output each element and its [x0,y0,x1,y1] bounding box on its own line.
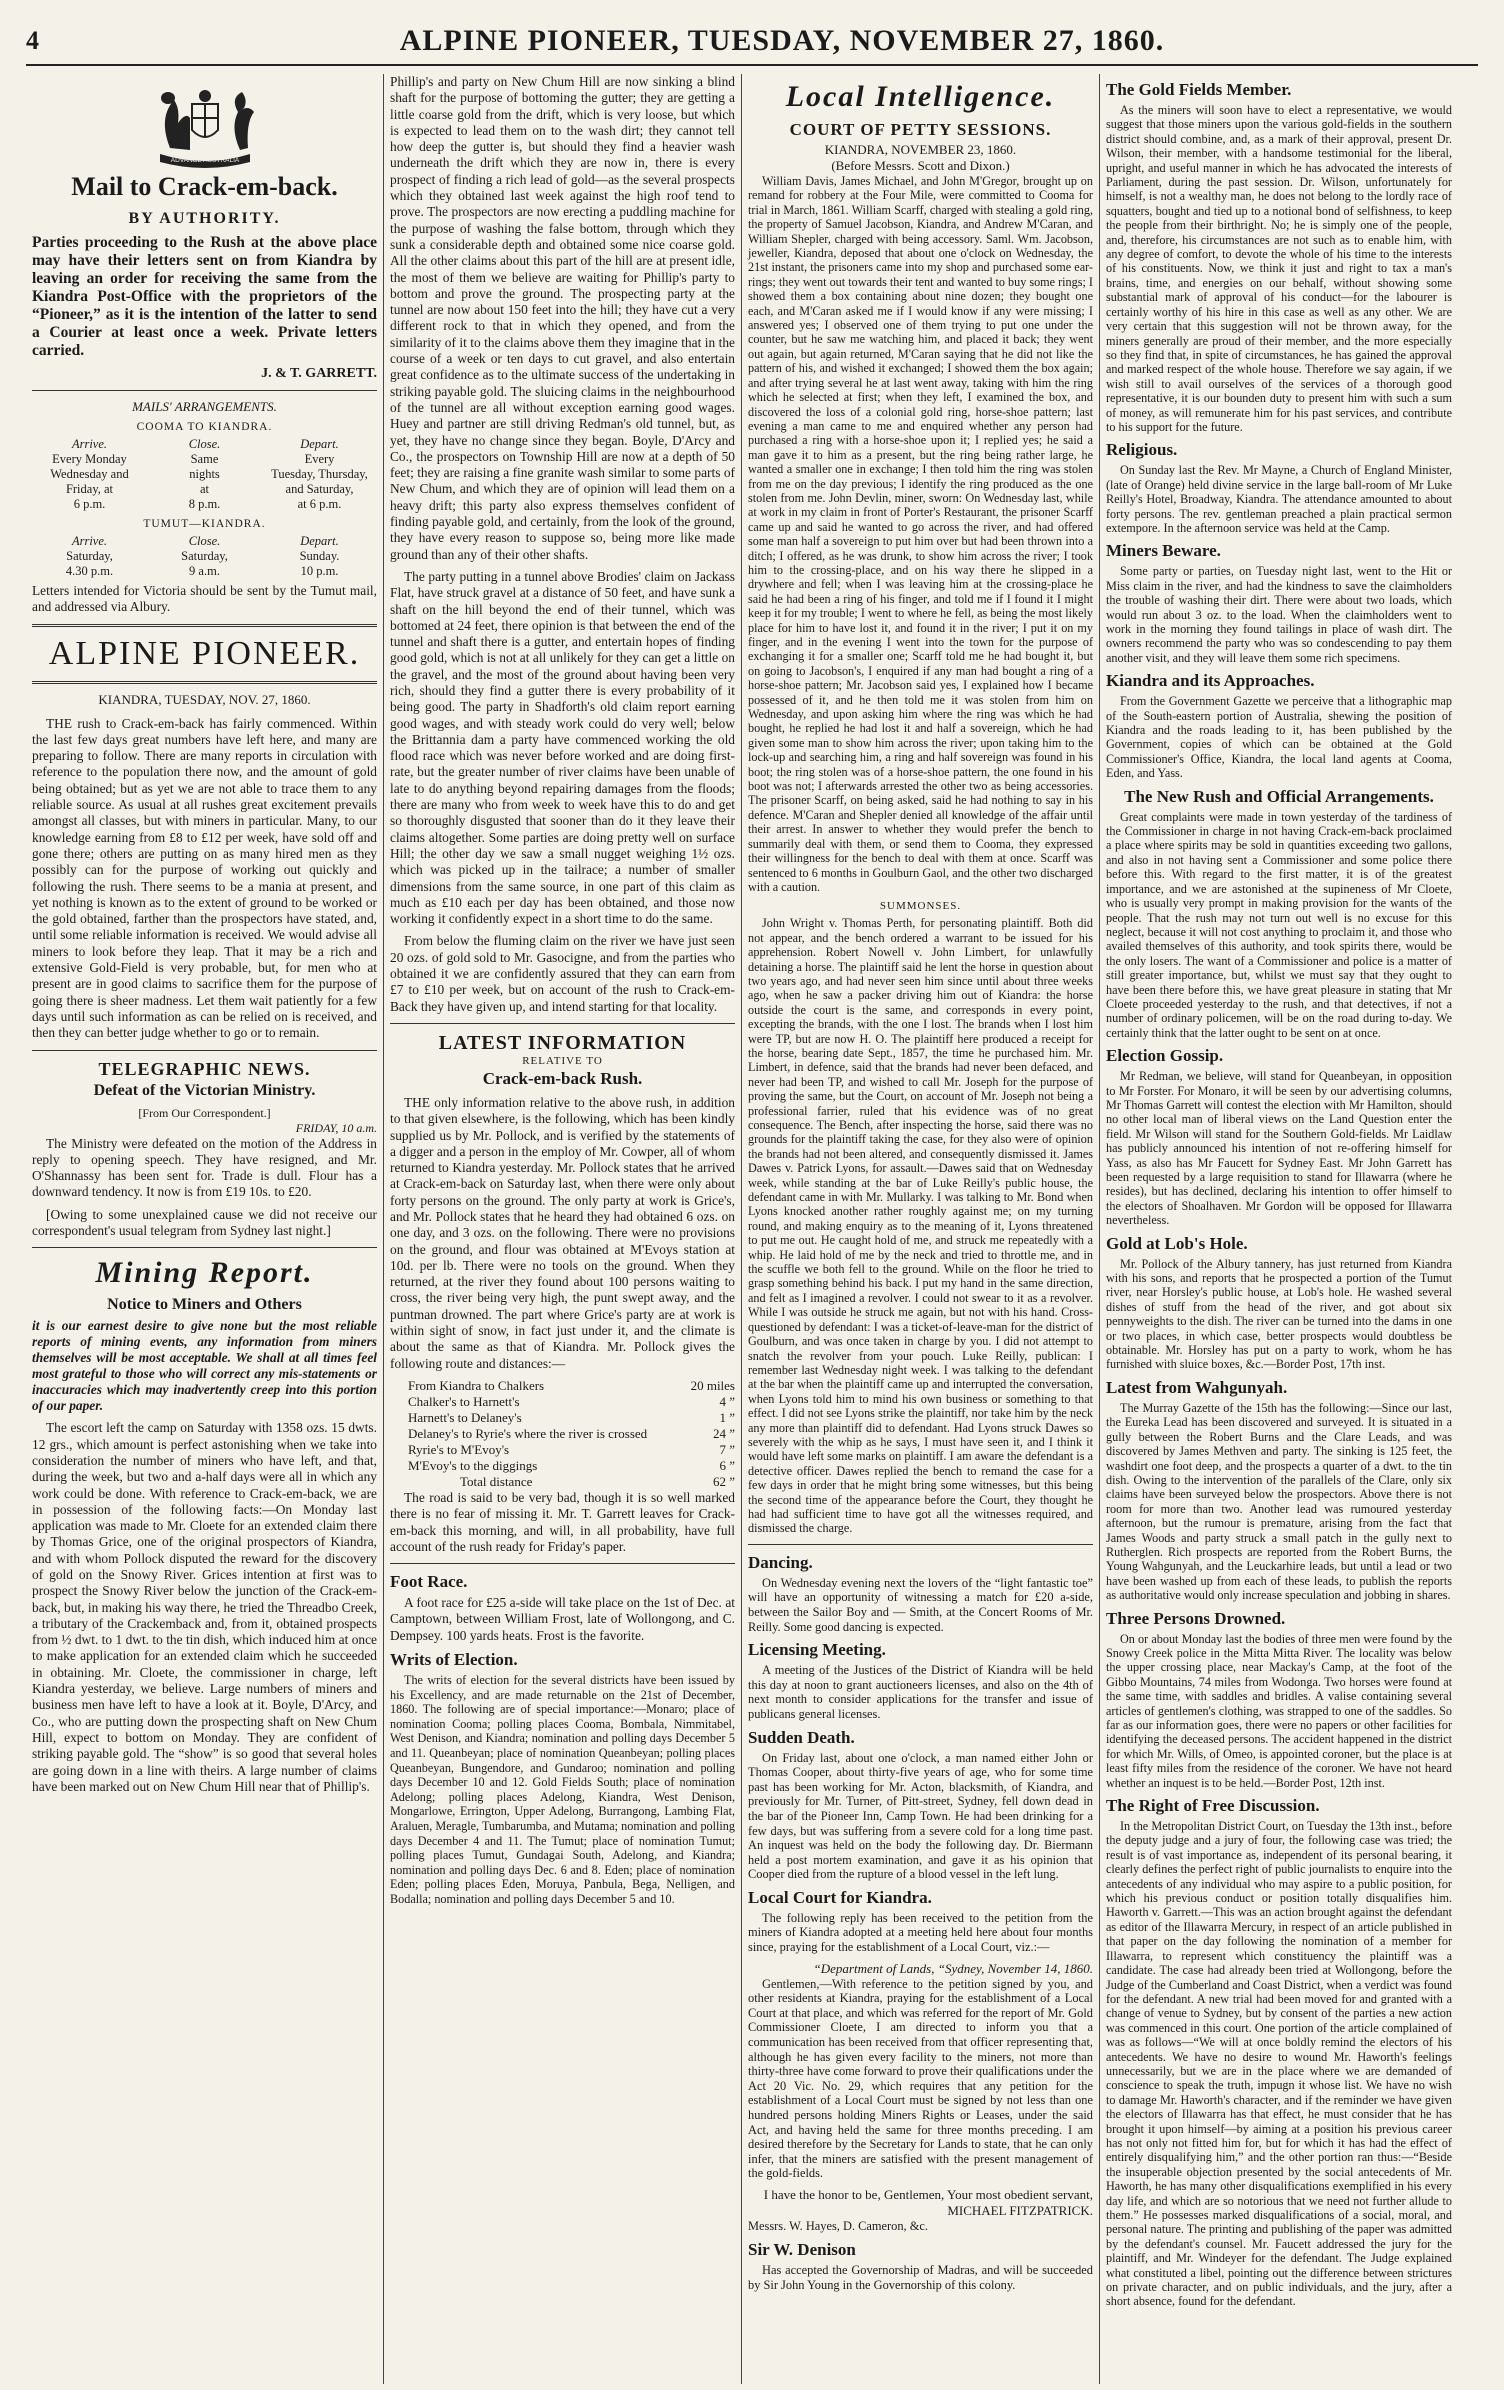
mining-continued-2: The party putting in a tunnel above Brodies' claim on Jackass Flat, have struck gravel at a distance of 50 feet, and have sunk a shaft on the hill beyond the end of their tunnel, which was bottomed at 24 feet, there opinion is that between the end of the tunnel and shaft there is a gutter, and entertain hopes of finding good gold, which is not at all unlikely for they can get a little on the gravel, and the most of the ground about having been very rich, should they find a gutter there is every probability of it being good. The party in Shadforth's old claim report earning good wages, and with steady work could do very well; below the Brittannia dam a party have commenced working the old flood race which was never before worked and are doing first-rate, but the greater number of river claims have been unable of late to do anything beyond repairing damages from the floods; there are many who from week to week have this to do and get so thoroughly disgusted that sooner than do it they leave their claims altogether. Some parties are doing pretty well on surface Hill; the other day we saw a small nugget weighing 1½ ozs. which was picked up in the tailrace; a number of smaller dimensions from the same source, in one part of this claim as much as £10 each per day has been obtained, and those now working it confidently expect in a short time to do the same. [390,568,735,927]
local-intelligence-title: Local Intelligence. [785,80,1056,113]
route-1-table: Arrive. Close. Depart. Every Monday Same Every Wednesday and nights Tuesday, Thursday, Friday, at at and Saturday, 6 p.m. 8 p.m. at 6 p.m. [50,437,368,511]
distance-row: M'Evoy's to the diggings 6 ” [408,1457,735,1473]
dateline: KIANDRA, TUESDAY, NOV. 27, 1860. [98,691,311,707]
page-number: 4 [26,26,39,55]
letter-body: Gentlemen,—With reference to the petition signed by you, and other residents at Kiandra, praying for the establishment of a Local Court at that place, and which was referred for the report of Mr. Gold Commissioner Cloete, I am directed to inform you that a communication has been received from that officer representing that, although he has given every facility to the miners, not more than thirty-three have come forward to prove their qualifications under the Act 20 Vic. No. 29, which requires that any petition for the establishment of a Local Court must be signed by not less than one hundred persons holding Miners Rights or Leases, under the said Act, and having held the same for three months preceding. I am desired therefore by the Secretary for Lands to state, that he can only infer, that the miners are satisfied with the present management of the gold-fields. [748,1976,1093,2181]
summonses-body: John Wright v. Thomas Perth, for personating plaintiff. Both did not appear, and the bench ordered a warrant to be issued for his apprehension. Robert Nowell v. John Limbert, for unlawfully detaining a horse. The plaintiff said he lent the horse in question about two years ago, and had never seen him since until about three weeks ago, when he saw a packer driving him out of Kiandra: the horse outside the court is the same, and corresponds in every point, excepting the brands, with the one I lost. The brands when I lost him were TP, but are now H. O. The plaintiff here produced a receipt for the horse, bearing date Sept., 1857, the time he purchased him. Mr. Limbert, in defence, said that the brands had never been defaced, and never had been TP, and wished to call Mr. Joseph for the purpose of proving the same, but the Court, on account of Mr. Joseph not being a professional farrier, ruled that his evidence was of no great consequence. The Bench, after inspecting the horse, said there was no grounds for the plaintiff taking the case, for they also were of opinion the brands had not been altered, and consequently dismissed it. James Dawes v. Patrick Lyons, for assault.—Dawes said that on Wednesday week, while standing at the bar of Luke Reilly's public house, the defendant came in with Mr. Mullarky. I was talking to Mr. Bond when Lyons knocked another rather roughly against me; on my turning round, and making enquiry as to the meaning of it, Lyons threatened to put me out. He caught hold of me, and struck me repeatedly with a whip. He laid hold of me by the neck and tried to throttle me, and in the scuffle we both fell to the ground. While on the floor he tried to grasp something behind his back. I put my hand in the same direction, and felt as I imagined a revolver. I could not swear to it as a revolver. While I was outside he struck me again, but not with his hand. Cross-questioned by defendant: I was a ticket-of-leave-man for the district of Goulburn, and was once taken in charge by you. I did not attempt to snatch the revolver from your pouch. Luke Reilly, publican: I remember last Wednesday night week. I was talking to the defendant at the bar when the plaintiff came up and interrupted the conversation, when Lyons told him to mind his own business or something to that effect. I did not see Lyons strike the plaintiff, nor take him by the neck any more than plaintiff did to defendant. Had Lyons struck Dawes so severely with the whip as he says, I must have seen it, and I think it would have left some marks on plaintiff. I am aware the defendant is a detective officer. Dawes replied the bench to remand the case for a few days in order that he might bring some witnesses, but this being the second time of the appearance before the Court, they thought he had had sufficient time to have got all the witnesses required, and dismissed the charge. [748,916,1093,1536]
crest-motto: ADVANCE AUSTRALIA [170,157,239,164]
wahgunyah-title: Latest from Wahgunyah. [1106,1377,1288,1397]
approaches: From the Government Gazette we perceive that a lithographic map of the South-eastern portion of Australia, shewing the position of Kiandra and the roads leading to it, has been published by the Government, copies of which can be obtained at the Gold Commissioner's Office, Kiandra, the local land agents at Cooma, Eden, and Yass. [1106,694,1452,781]
mail-title: Mail to Crack-em-back. [71,172,338,201]
telegraphic-subheading: Defeat of the Victorian Ministry. [93,1081,316,1099]
column-2 [384,74,742,2384]
distance-row: Chalker's to Harnett's 4 ” [408,1393,735,1409]
religious-title: Religious. [1106,440,1178,460]
tele-time: FRIDAY, 10 a.m. [295,1120,377,1135]
letters-note: Letters intended for Victoria should be sent by the Tumut mail, and addressed via Albury. [32,583,377,615]
denison-title: Sir W. Denison [748,2239,856,2259]
masthead [26,18,1478,66]
lobs-hole: Mr. Pollock of the Albury tannery, has just returned from Kiandra with his sons, and reports that he prospected a portion of the Tumut river, near Horsley's public house, at Lob's hole. He washed several dishes of stuff from the head of the river, and got about six pennyweights to the dish. The river can be turned into the dams in one or two places, in which case, better prospects would doubtless be obtainable. Mr. Horsley has put on a party to work, whom he has furnished with sluice boxes, &c.—Border Post, 17th inst. [1106,1256,1452,1372]
dancing-title: Dancing. [748,1552,813,1572]
mining-continued-3: From below the fluming claim on the river we have just seen 20 ozs. of gold sold to Mr. Gasocigne, and from the parties who obtained it we are confidently assured that they can earn from £7 to £10 per week, but on account of the rush to Crack-em-Back they have given up, and intend starting for that locality. [390,933,735,1014]
drowned: On or about Monday last the bodies of three men were found by the Snowy Creek police in the Mitta Mitta River. The locality was below the upper crossing place, near Mackay's Camp, at the foot of the Gibbo Mountains, 74 miles from Wodonga. Two horses were found at the same time, with saddles and bridles. A valise containing several articles of gentlemen's clothing, was strapped to one of the saddles. So far as our information goes, there were no papers or other facilities for identifying the deceased persons. The accident happened in the district for which Mr. Wills, of Omeo, is appointed coroner, but the place is at least fifty miles from the residence of the coroner. We have not heard whether an inquest is to be held.—Border Post, 12th inst. [1106,1631,1452,1790]
distance-table [390,1378,735,1490]
approaches-title: Kiandra and its Approaches. [1106,671,1315,691]
coat-of-arms-icon [130,78,280,168]
gold-fields: As the miners will soon have to elect a representative, we would suggest that those miners upon the various gold-fields in the southern district should combine, and, as a mark of their approval, present Dr. Wilson, their member, with a handsome testimonial for the liberal, upright, and useful manner in which he has advocated the interests of Parliament, during the past session. Dr. Wilson, unfortunately for himself, is not a wealthy man, he does not belong to the lordly race of squatters, bought and tied up to a notional bond of selfishness, to keep the people from their birthright. No; he is simply one of the people, and, therefore, his circumstances are not such as to enable him, with any degree of comfort, to devote the whole of his time to the interests of his constituents. Now, we think it just and right to tax a man's brains, time, and energies on our behalf, without showing some substantial mark of approval of his conduct—for the labourer is certainly worthy of his hire in this case as well as any other. We are very certain that this suggestion will not be thrown away, for the miners generally are proud of their member, and the more especially so they find that, in spite of circumstances, he has gained the approval and marked respect of the whole house. Therefore we say again, if we wish still to avail ourselves of the services of a thorough good representative, it is our bounden duty to present him with such a sum of money, as will remunerate him for his past services, and contribute to his support for the future. [1106,103,1452,434]
local-court: The following reply has been received to the petition from the miners of Kiandra adopted at a meeting held here about four months since, praying for the establishment of a Local Court, viz.:— [748,1910,1093,1955]
free-discussion: In the Metropolitan District Court, on Tuesday the 13th inst., before the deputy judge and a jury of four, the following case was tried; the result is of vast importance as, independent of its personal bearing, it clearly defines the perfect right of public journalists to enquire into the antecedents of any individual who may aspire to a public position, for which his previous conduct or position totally disqualifies him. Haworth v. Garrett.—This was an action brought against the defendant as editor of the Illawarra Mercury, in respect of an article published in that paper on the day following the nomination of a member for Illawarra, to represent which constituency the plaintiff was a candidate. The case had already been tried at Wollongong, before the Judge of the Cumberland and Coast District, when a verdict was found for the defendant. A new trial had been moved for and granted with a change of venue to Sydney, but by consent of the parties a new action was commenced in this court. One portion of the article complained of was as follows—“We will at once boldly remind the electors of his antecedents. We have no desire to wound Mr. Haworth's feelings unnecessarily, but we are in the place where we are demanded of conscience to speak the truth, impugn it whose list. We have no wish to damage Mr. Haworth's character, and if the reminder we have given the electors of Illawarra has that effect, he must consider that he has brought it upon himself—by aiming at a position his previous career has not only not fitted him for, but for which it has had the effect of entirely disqualifying him,” and the other portion ran thus:—“Beside the insuperable objection presented by the social antecedents of Mr. Haworth, he has many other disqualifications exemplified in his every day life, and which are so notorious that we need not further allude to them.” He possesses marked disqualifications of a social, moral, and personal nature. The printing and publishing of the paper was admitted by the defendant's counsel. Mr. Faucett addressed the jury for the plaintiff, and Mr. Windeyer for the defendant. The Judge explained what constituted a libel, pointing out the difference between strictures on private character, and on public individuals, and the jury, after a short absence, found for the defendant. [1106,1819,1452,2309]
new-rush-title: The New Rush and Official Arrangements. [1124,786,1434,806]
column-1 [26,74,384,2384]
dancing: On Wednesday evening next the lovers of the “light fantastic toe” will have an opportunity of witnessing a match for £20 a-side, between the Sailor Boy and — Smith, at the Concert Rooms of Mr. Reilly. Some good dancing is expected. [748,1575,1093,1634]
paper-title: ALPINE PIONEER. [48,634,361,672]
mining-report-title: Mining Report. [95,1256,314,1290]
wahgunyah: The Murray Gazette of the 15th has the following:—Since our last, the Eureka Lead has been discovered and surveyed. It is situated in a gully between the Robert Burns and the Clare Leads, and was discovered by James Methven and party. The sinking is 125 feet, the washdirt one foot deep, and the prospects a quarter of a dwt. to the tin dish. Owing to the intervention of the parallels of the Clare, only six claims have been surveyed below the prospectors. Above there is not room for more than two. Another lead was rumoured yesterday afternoon, but the rumour is premature, arising from the fact that James Woods and party struck a small patch in the gully next to Rutherglen. Rich prospects are reported from the Robert Burns, the Young Wahgunyah, and the Leuckarhire leads, but until a lead or two have been washed up from each of these leads, to publish the reports as authoritative would only increase speculation and jobbing in shares. [1106,1400,1452,1603]
tele-note: [Owing to some unexplained cause we did not receive our correspondent's usual telegram from Sydney last night.] [32,1206,377,1239]
writs: The writs of election for the several districts have been issued by his Excellency, and are made returnable on the 21st of December, 1860. The following are of special importance:—Monaro; place of nomination Cooma; polling places Cooma, Bombala, Nimmitabel, West Denison, and Kiandra; nomination and polling days December 5 and 11. Queanbeyan; place of nomination Queanbeyan; polling places Queanbeyan, Bungendore, and Gundaroo; nomination and polling days December 10 and 12. Gold Fields South; place of nomination Adelong; polling places Adelong, Kiandra, West Denison, Mongarlowe, Errington, Upper Adelong, Burrangong, Lambing Flat, Araluen, Meragle, Tumbarumba, and Mutama; nomination and polling days December 4 and 11. The Tumut; place of nomination Tumut; polling places Tumut, Gundagai South, Adelong, and Kiandra; nomination and polling days Dec. 6 and 8. Eden; place of nomination Eden; polling places Eden, Moruya, Panbula, Bega, Nelligen, and Bodalla; nomination and polling days December 5 and 10. [390,1673,735,1906]
election: Mr Redman, we believe, will stand for Queanbeyan, in opposition to Mr Forster. For Monaro, it will be seen by our advertising columns, Mr Thomas Garrett will contest the election with Mr Hamilton, should no other local man of liberal views on the Land Question enter the field. Mr Wilson will stand for the Southern Gold-fields. Mr Laidlaw has publicly announced his intention of not re-offering himself for Yass, as also has Mr Faucett for Sydney East. Mr John Garrett has been requested by a large requisition to stand for Illawarra (where he resides), but has declined, declaring his intention to offer himself to the electors of Shoalhaven. Mr Gordon will be opposed for Illawarra nevertheless. [1106,1069,1452,1228]
telegraphic-heading: TELEGRAPHIC NEWS. [98,1058,311,1079]
miners-beware: Some party or parties, on Tuesday night last, went to the Hit or Miss claim in the river, and had the kindness to save the claimholders the trouble of washing their dirt. There were about two loads, which would run about 3 oz. to the load. When the claimholders went to work in the morning they found tailings in place of wash dirt. The owners recommend the party who was so condescending to pay them another visit, and they will leave them some rich specimens. [1106,564,1452,665]
religious: On Sunday last the Rev. Mr Mayne, a Church of England Minister, (late of Orange) held divine service in the large ball-room of Mr Luke Reilly's Hotel, Broadway, Kiandra. The attendance amounted to about forty persons. The rev. gentleman preached a plain practical sermon extempore. In the afternoon service was held at the Camp. [1106,463,1452,535]
distance-row: Delaney's to Ryrie's where the river is crossed 24 ” [408,1425,735,1441]
gold-fields-title: The Gold Fields Member. [1106,80,1292,99]
local-court-title: Local Court for Kiandra. [748,1887,932,1907]
sudden-death-title: Sudden Death. [748,1727,855,1747]
foot-race-title: Foot Race. [390,1572,468,1592]
route-1-heading: COOMA TO KIANDRA. [136,421,273,433]
letter-to: Messrs. W. Hayes, D. Cameron, &c. [748,2218,928,2233]
licensing-title: Licensing Meeting. [748,1640,886,1660]
mining-report-body: The escort left the camp on Saturday with 1358 ozs. 15 dwts. 12 grs., which amount is perfect astonishing when we take into consideration the number of miners who have left, and that, during the week, but two and a-half days were all in which any work could be done. With reference to Crack-em-back, we are in possession of the following facts:—On Monday last application was made to Mr. Cloete for an extended claim there by Thomas Grice, one of the original prospectors of Kiandra, and with whom Pollock disputed the reward for the discovery of gold on the Snowy River. Grices intention at first was to prospect the Snowy River below the junction of the Crack-em-back, but, in making his way there, he tried the Threadbo Creek, a tributary of the Crackemback and, from it, obtained prospects from ½ dwt. to 1 dwt. to the tin dish, which induced him at once to make application for an extended claim which he succeeded in obtaining. Mr. Cloete, the commissioner in charge, left Kiandra yesterday, we believe. Large numbers of miners and business men have left to have a look at it. Boyle, D'Arcy, and Co., who are putting down the prospecting shaft on New Chum Hill, expect to bottom on Monday. They are confident of striking payable gold. The “show” is so good that several holes are going down in a line with theirs. A large number of claims have been marked out on New Chum Hill near that of Phillip's. [32,1420,377,1794]
court-body: William Davis, James Michael, and John M'Gregor, brought up on remand for robbery at the Four Mile, were committed to Cooma for trial in March, 1861. William Scarff, charged with stealing a gold ring, the property of Samuel Jacobson, Kiandra, and Andrew M'Caran, and William Shepler, charged with being accessory. Saml. Wm. Jacobson, jeweller, Kiandra, deposed that about one o'clock on Wednesday, the 21st instant, the prisoners came into my shop and purchased some ear-rings; they went out towards their tent and wanted to buy some rings; I showed them a box containing about nine dozen; they bought one each, and M'Caran asked me if I would know if any were missing; I answered yes; I observed one of them trying to put one under the counter, but he saw me watching him, and placed it back; they went out again, but again returned, M'Caran saying that he did not like the pattern of his, and wished it exchanged; I showed them the box again; and after trying several he at last went away, taking with him the ring which he selected at first; when they left, I examined the box, and discovered the loss of a colonial gold ring, horse-shoe pattern; last evening a man came to me and enquired whether any person had purchased a ring with a horse-shoe upon it; I replied yes; he said a man gave it to him as a present, but the ring being rather large, he wanted a smaller one in exchange; I then told him the ring was stolen from me on the day previous; I identify the ring produced as the one stolen from me. John Devlin, miner, sworn: On Wednesday last, while at work in my claim in front of Porter's Restaurant, the prisoner Scarff came up and said he wanted to go across the river, and had offered some man half a sovereign to put him over but had been thrown into a ditch; I offered, as he was drunk, to show him across the river; I took him to the crossing-place, and on his way there he slipped in a drywhere and fell; when I was leaving him at the crossing-place he said he had been a ring of his finger, and told me if I found it I might keep it for my trouble; I went to where he fell, as being the most likely place for him to have lost it, and found it in the river; I put it on my finger, and in the evening I went into the town for the purpose of exchanging it for a smaller one; Scarff told me he had bought it, but on going to Jacobson's, I enquired if any man had bought a ring of a horse-shoe pattern; Mr. Jacobson said yes, I explained how I became possessed of it, and he then told me it was stolen from him on Wednesday, and upon asking him where the ring was which he had bought, he replied he had lost it and half a sovereign, which he had given some man to show him across the river; upon taking him to the lock-up and searching him, a ring and half sovereign was found in his boot; the ring stolen was of a horse-shoe pattern, the one found in his boot was not; I afterwards arrested the other two as being accessories. The prisoner Scarff, on being asked, said he had nothing to say in his defence. M'Caran and Shepler denied all knowledge of the affair until their arrest. In answer to whether they would prefer the bench to summarily deal with them, or send them to Cooma, they expressed their willingness for the bench to deal with them at once. Scarff was sentenced to 6 months in Goulburn Gaol, and the other two discharged with a caution. [748,174,1093,894]
column-3 [742,74,1100,2384]
latest-info-title: LATEST INFORMATION [438,1031,687,1054]
drowned-title: Three Persons Drowned. [1106,1608,1286,1628]
route-2-heading: TUMUT—KIANDRA. [143,518,266,530]
distance-total: Total distance 62 ” [460,1473,735,1489]
denison: Has accepted the Governorship of Madras, and will be succeeded by Sir John Young in the Governorship of this colony. [748,2262,1093,2292]
licensing: A meeting of the Justices of the District of Kiandra will be held this day at noon to grant auctioneers licenses, and also on the 4th of next month to consider applications for the transfer and issue of publicans general licenses. [748,1663,1093,1721]
column-4 [1100,74,1458,2384]
foot-race: A foot race for £25 a-side will take place on the 1st of Dec. at Camptown, between William Frost, late of Wollongong, and C. Dempsey. 100 yards heats. Frost is the favorite. [390,1595,735,1643]
latest-info-body: THE only information relative to the above rush, in addition to that given elsewhere, is the following, which has been kindly supplied us by Mr. Pollock, and is verified by the statements of a digger and a person in the employ of Mr. Cowper, all of whom returned to Kiandra yesterday. Mr. Pollock states that he arrived at Crack-em-back on Saturday last, when there were only about forty persons on the ground. The only party at work is Grice's, and Mr. Pollock states that he heard they had obtained 6 ozs. on one day, and 3 ozs. on the following. There were no provisions on the ground, and flour was obtained at M'Evoys station at 10d. per lb. There were no tools on the ground. When they returned, at the river they found about 100 persons waiting to cross, the river being very high, the punt swept away, and the puntman drowned. The part where Grice's party are at work is within sight of snow, in fact just under it, and the climate is about the same as that of Kiandra. Mr. Pollock gives the following route and distances:— [390,1094,735,1371]
editorial: THE rush to Crack-em-back has fairly commenced. Within the last few days great numbers have left here, and many are preparing to follow. There are many reports in circulation with reference to the population there now, and the amount of gold being obtained; but as yet we are not able to trace them to any reliable source. As usual at all rushes great excitement prevails amongst all classes, but with miners in particular. Many, to our knowledge earning from £8 to £12 per week, have sold off and gone there; others are putting on as many hired men as they possibly can for the purpose of working out quickly and following the rush. There seems to be a mania at present, and yet nothing is known as to the extent of ground to be worked or the gold obtained, farther than the prospectors have stated, and, until some reliable information is received. We would advise all miners to look before they leap. That it may be a rich and extensive Gold-Field is very probable, but, for men who at present are in good claims to sacrifice them for the purpose of going there is sheer madness. Let them wait patiently for a few days until such information as can be relied on is received, and then they can better judge whether to go or to remain. [32,715,377,1041]
latest-info-body-2: The road is said to be very bad, though it is so well marked there is no fear of missing it. Mr. T. Garrett leaves for Crack-em-back this morning, and will, in all probability, have full account of the rush ready for Friday's paper. [390,1489,735,1554]
authority-heading: BY AUTHORITY. [128,210,281,227]
notice-signature: J. & T. GARRETT. [261,366,377,381]
tele-from: [From Our Correspondent.] [138,1105,271,1120]
latest-info-sub: RELATIVE TO [522,1054,603,1067]
route-2-table: Arrive. Close. Depart. Saturday, Saturday, Sunday. 4.30 p.m. 9 a.m. 10 p.m. [65,534,340,578]
lobs-hole-title: Gold at Lob's Hole. [1106,1233,1248,1253]
distance-row: Harnett's to Delaney's 1 ” [408,1409,735,1425]
election-title: Election Gossip. [1106,1046,1224,1066]
columns [26,74,1478,2384]
latest-info-topic: Crack-em-back Rush. [482,1068,643,1088]
tele-body: The Ministry were defeated on the motion of the Address in reply to opening speech. They have resigned, and Mr. O'Shannassy has been sent for. Trade is dull. Flour has a downward tendency. It now is from £19 10s. to £20. [32,1135,377,1200]
court-bench: (Before Messrs. Scott and Dixon.) [831,158,1010,173]
letter-head: “Department of Lands, “Sydney, November 14, 1860. [813,1960,1093,1976]
summonses-heading: SUMMONSES. [879,900,962,913]
court-title: COURT OF PETTY SESSIONS. [789,120,1052,139]
distance-row: From Kiandra to Chalkers 20 miles [408,1377,735,1393]
notice-to-miners-title: Notice to Miners and Others [107,1296,302,1314]
courier-notice: Parties proceeding to the Rush at the above place may have their letters sent on from Kiandra by leaving an order for receiving the same from the Kiandra Post-Office with the proprietors of the “Pioneer,” as it is the intention of the latter to send a Courier at least once a week. Private letters carried. [32,234,377,359]
letter-close: I have the honor to be, Gentlemen, Your most obedient servant, MICHAEL FITZPATRICK. [763,2186,1093,2218]
free-discussion-title: The Right of Free Discussion. [1106,1796,1320,1816]
notice-to-miners: it is our earnest desire to give none but the most reliable reports of mining events, any information from miners themselves will be most acceptable. We shall at all times feel most grateful to those who will correct any mis-statements or inaccuracies which may inadvertently creep into this portion of our paper. [32,1318,377,1414]
writs-title: Writs of Election. [390,1650,518,1670]
distance-row: Ryrie's to M'Evoy's 7 ” [408,1441,735,1457]
sudden-death: On Friday last, about one o'clock, a man named either John or Thomas Cooper, about thirty-five years of age, who for some time past has been working for Mr. Acton, blacksmith, of Kiandra, and previously for Mr. Turner, of Pitt-street, Sydney, fell down dead in the bar of the Pioneer Inn, Camp Town. He had been drinking for a few days, but was suffering from a severe cold for a long time past. An inquest was held on the body the following day. Dr. Biermann held a post mortem examination, and gave it as his opinion that Cooper died from the rupture of a blood vessel in the left lung. [748,1750,1093,1882]
court-date: KIANDRA, NOVEMBER 23, 1860. [824,142,1017,157]
new-rush: Great complaints were made in town yesterday of the tardiness of the Commissioner in charge in not having Crack-em-back proclaimed a place where spirits may be sold in quantities exceeding two gallons, and also in not having sent a Commissioner and some police there before this. With regard to the first matter, it is of the greatest importance, and we are astonished at the supineness of Mr Cloete, who is usually very prompt in making provision for the wants of the people. That the rush may not turn out well is no excuse for this neglect, because it will not cost anything to proclaim it, and those who availed themselves of this authority, and took spirits there, would be the only losers. The want of a Commissioner and police is a matter of still greater importance, but, whilst we must say that they ought to have been there before this, we have great pleasure in stating that Mr Cloete proceeded yesterday to the rush, and that detectives, if not a number of ordinary policemen, will be on the road during to-day. We certainly think that the latter ought to be sent on at once. [1106,809,1452,1040]
masthead-title: ALPINE PIONEER, TUESDAY, NOVEMBER 27, 1860. [399,24,1165,57]
mails-heading: MAILS' ARRANGEMENTS. [132,399,277,414]
mining-continued: Phillip's and party on New Chum Hill are now sinking a blind shaft for the purpose of bottoming the gutter; they are getting a little coarse gold from the drift, which is very loose, but which is expected to lead them on to the wash dirt; they cannot tell how deep the gutter is, but should they find a heavier wash underneath the drift which they are now in, there is every prospect of finding a rich lead of gold—as the several prospects which they obtained last week against the high roof tend to prove. The prospectors are now erecting a puddling machine for the purpose of washing the false bottom, through which they sunk a considerable depth and obtained some nice coarse gold. All the other claims about this part of the hill are at present idle, the most of them we believe are waiting for Phillip's party to bottom and prove the ground. The prospecting party at the tunnel are now about 150 feet into the hill; they have cut a very different rock to that in which they opened, and from the similarity of it to the claims above them they imagine that in the course of a week or ten days to cut gravel, and also entertain great confidence as to the ultimate success of the undertaking in striking payable gold. The sluicing claims in the neighbourhood of the tunnel are all without exception earning good wages. Huey and partner are still driving Redman's old tunnel, but, as yet, they have no change since they began. Boyle, D'Arcy and Co., the prospectors on Township Hill are now at a depth of 50 feet; they are raising a fine granite wash similar to some parts of New Chum, and which they are of opinion will lead them on a heavy drift; this party also express themselves confident of finding payable gold, and certainly, from the look of the ground, they have every reason to suppose so, being more like made ground than any of their other shafts. [390,74,735,562]
miners-beware-title: Miners Beware. [1106,541,1221,561]
